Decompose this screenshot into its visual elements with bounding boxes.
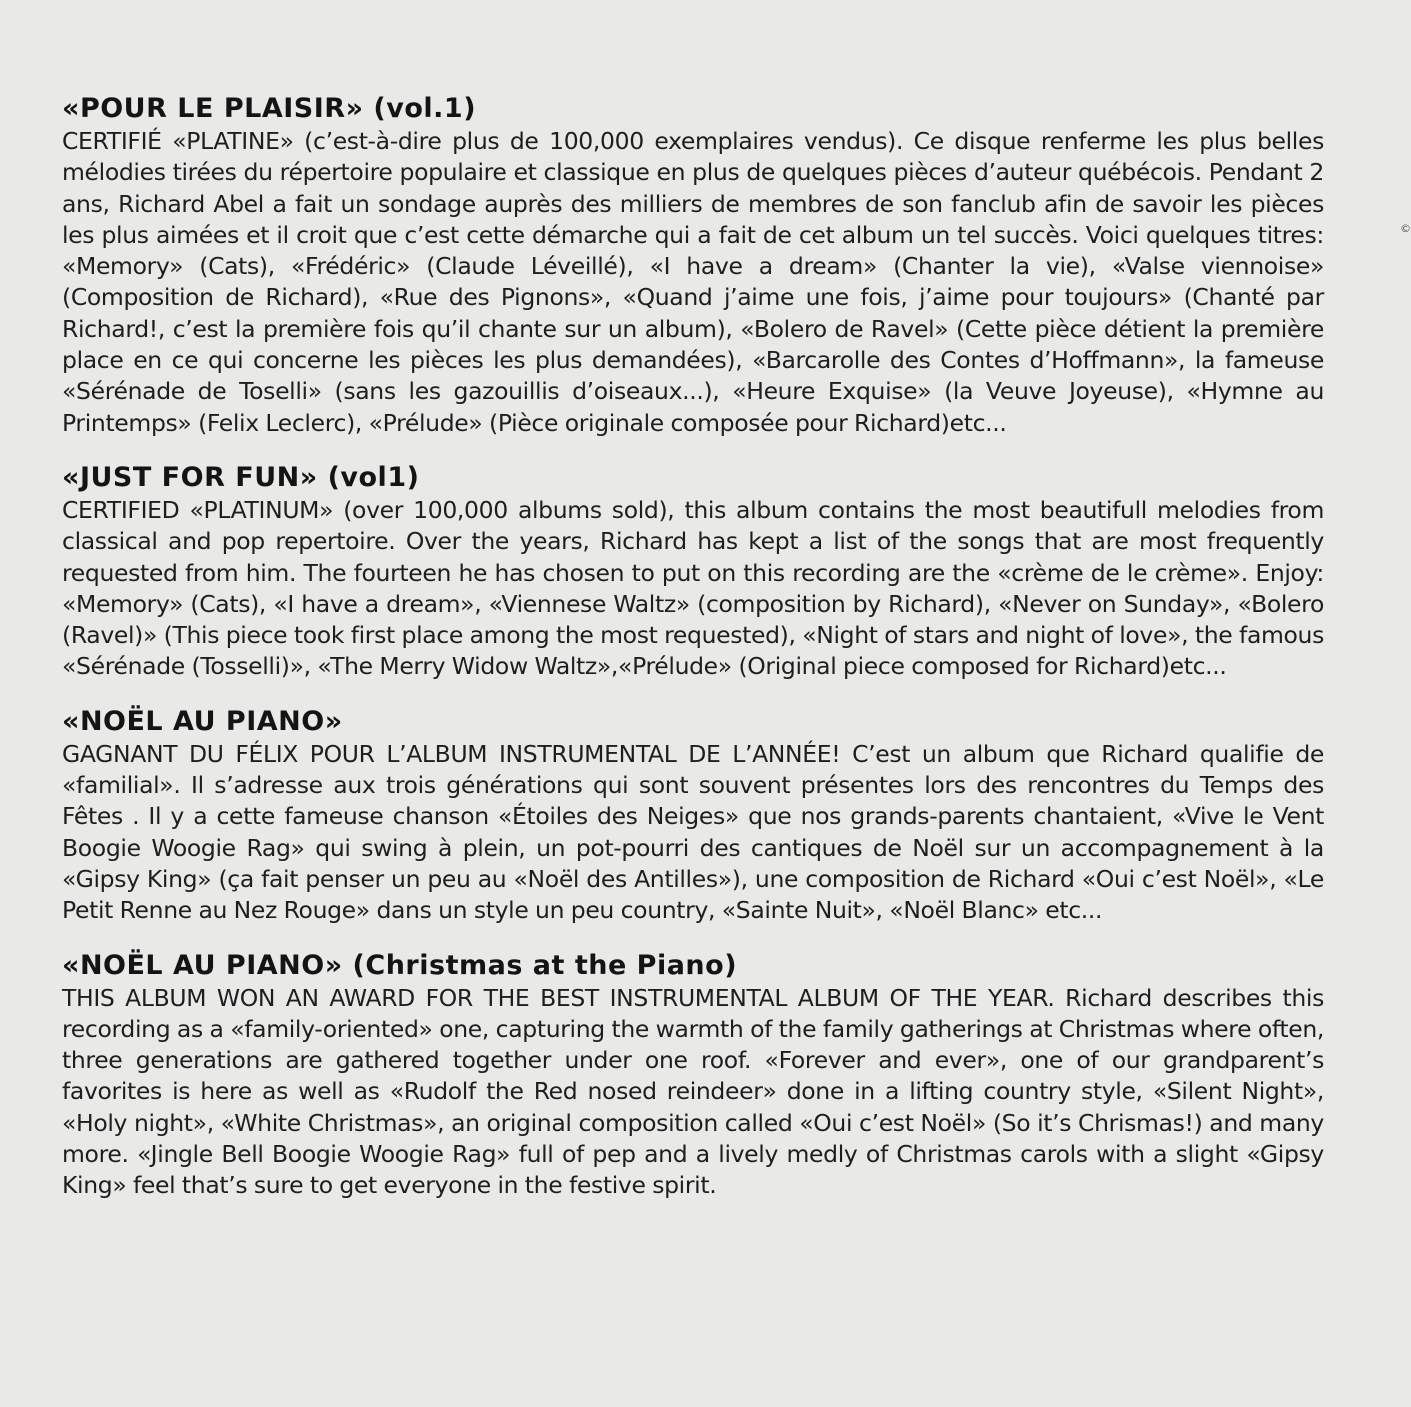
section-body: THIS ALBUM WON AN AWARD FOR THE BEST INSTRUMENTAL ALBUM OF THE YEAR. Richard describes this recording as a «family-oriented» one, capturing the warmth of the family gatherings at Christmas where often, three generations are gathered together under one roof. «Forever and ever», one of our grandparent’s favorites is here as well as «Rudolf the Red nosed reindeer» done in a lifting country style, «Silent Night», «Holy night», «White Christmas», an original composition called «Oui c’est Noël» (So it’s Chrismas!) and many more. «Jingle Bell Boogie Woogie Rag» full of pep and a lively medly of Christmas carols with a slight «Gipsy King» feel that’s sure to get everyone in the festive spirit. [62, 983, 1324, 1200]
section-body: CERTIFIÉ «PLATINE» (c’est-à-dire plus de 100,000 exemplaires vendus). Ce disque renferme les plus belles mélodies tirées du répertoire populaire et classique en plus de quelques pièces d’auteur québécois. Pendant 2 ans, Richard Abel a fait un sondage auprès des milliers de membres de son fanclub afin de savoir les pièces les plus aimées et il croit que c’est cette démarche qui a fait de cet album un tel succès. Voici quelques titres: «Memory» (Cats), «Frédéric» (Claude Léveillé), «I have a dream» (Chanter la vie), «Valse viennoise» (Composition de Richard), «Rue des Pignons», «Quand j’aime une fois, j’aime pour toujours» (Chanté par Richard!, c’est la première fois qu’il chante sur un album), «Bolero de Ravel» (Cette pièce détient la première place en ce qui concerne les pièces les plus demandées), «Barcarolle des Contes d’Hoffmann», la fameuse «Sérénade de Toselli» (sans les gazouillis d’oiseaux...), «Heure Exquise» (la Veuve Joyeuse), «Hymne au Printemps» (Felix Leclerc), «Prélude» (Pièce originale composée pour Richard)etc... [62, 127, 1324, 437]
section-pour-le-plaisir [62, 92, 1324, 439]
section-title: «POUR LE PLAISIR» (vol.1) [62, 93, 477, 124]
section-just-for-fun [62, 461, 1324, 683]
section-body: GAGNANT DU FÉLIX POUR L’ALBUM INSTRUMENTAL DE L’ANNÉE! C’est un album que Richard qualifie de «familial». Il s’adresse aux trois générations qui sont souvent présentes lors des rencontres du Temps des Fêtes . Il y a cette fameuse chanson «Étoiles des Neiges» que nos grands-parents chantaient, «Vive le Vent Boogie Woogie Rag» qui swing à plein, un pot-pourri des cantiques de Noël sur un accompagnement à la «Gipsy King» (ça fait penser un peu au «Noël des Antilles»), une composition de Richard «Oui c’est Noël», «Le Petit Renne au Nez Rouge» dans un style un peu country, «Sainte Nuit», «Noël Blanc» etc... [62, 739, 1324, 925]
copyright-mark: © [1400, 222, 1411, 235]
booklet-page [62, 92, 1324, 1224]
section-title: «JUST FOR FUN» (vol1) [62, 461, 420, 493]
section-title: «NOËL AU PIANO» (Christmas at the Piano) [62, 949, 738, 981]
section-noel-au-piano [62, 705, 1324, 927]
section-body: CERTIFIED «PLATINUM» (over 100,000 albums sold), this album contains the most beautifull melodies from classical and pop repertoire. Over the years, Richard has kept a list of the songs that are most frequently requested from him. The fourteen he has chosen to put on this recording are the «crème de le crème». Enjoy: «Memory» (Cats), «I have a dream», «Viennese Waltz» (composition by Richard), «Never on Sunday», «Bolero (Ravel)» (This piece took first place among the most requested), «Night of stars and night of love», the famous «Sérénade (Tosselli)», «The Merry Widow Waltz»,«Prélude» (Original piece composed for Richard)etc... [62, 495, 1324, 681]
section-title: «NOËL AU PIANO» [62, 705, 343, 737]
section-christmas-at-the-piano [62, 949, 1324, 1202]
